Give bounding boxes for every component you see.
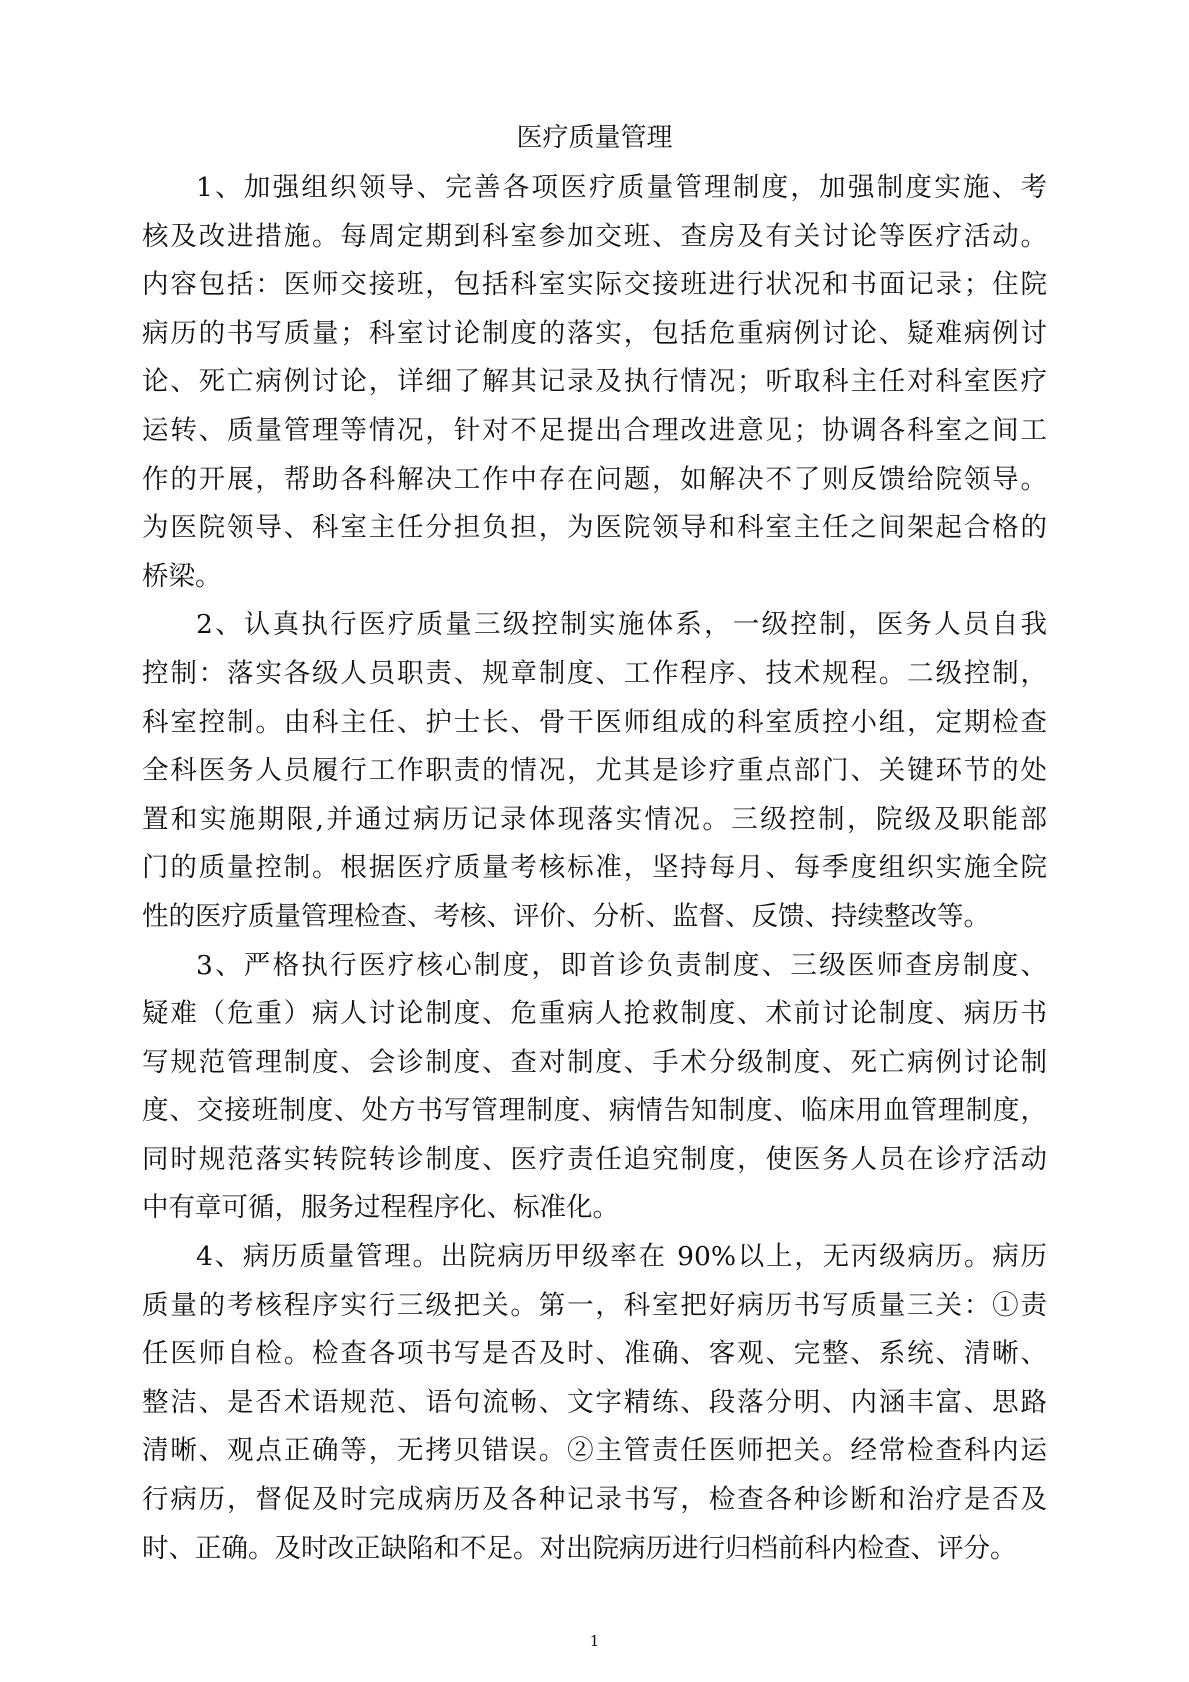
text-line: 运转、质量管理等情况，针对不足提出合理改进意见；协调各科室之间工 bbox=[142, 414, 1047, 446]
text-line: 行病历，督促及时完成病历及各种记录书写，检查各种诊断和治疗是否及 bbox=[142, 1484, 1047, 1516]
text-line: 桥梁。 bbox=[142, 560, 222, 592]
text-line: 门的质量控制。根据医疗质量考核标准，坚持每月、每季度组织实施全院 bbox=[142, 852, 1047, 884]
text-line: 写规范管理制度、会诊制度、查对制度、手术分级制度、死亡病例讨论制 bbox=[142, 1046, 1047, 1078]
text-line: 核及改进措施。每周定期到科室参加交班、查房及有关讨论等医疗活动。 bbox=[142, 220, 1047, 252]
paragraph-4 bbox=[142, 1237, 1047, 1577]
text-line: 性的医疗质量管理检查、考核、评价、分析、监督、反馈、持续整改等。 bbox=[142, 900, 990, 932]
text-line: 为医院领导、科室主任分担负担，为医院领导和科室主任之间架起合格的 bbox=[142, 512, 1047, 544]
text-line: 论、死亡病例讨论，详细了解其记录及执行情况；听取科主任对科室医疗 bbox=[142, 366, 1047, 398]
paragraph-3 bbox=[142, 946, 1047, 1238]
paragraph-2 bbox=[142, 605, 1047, 945]
text-line: 1、加强组织领导、完善各项医疗质量管理制度，加强制度实施、考 bbox=[196, 172, 1047, 203]
text-line: 整洁、是否术语规范、语句流畅、文字精练、段落分明、内涵丰富、思路 bbox=[142, 1386, 1047, 1418]
text-line: 度、交接班制度、处方书写管理制度、病情告知制度、临床用血管理制度， bbox=[142, 1095, 1047, 1127]
text-line: 2、认真执行医疗质量三级控制实施体系，一级控制，医务人员自我 bbox=[196, 609, 1047, 641]
text-line: 内容包括：医师交接班，包括科室实际交接班进行状况和书面记录；住院 bbox=[142, 269, 1047, 301]
text-line: 全科医务人员履行工作职责的情况，尤其是诊疗重点部门、关键环节的处 bbox=[142, 755, 1047, 787]
text-line: 同时规范落实转院转诊制度、医疗责任追究制度，使医务人员在诊疗活动 bbox=[142, 1143, 1047, 1175]
text-line: 病历的书写质量；科室讨论制度的落实，包括危重病例讨论、疑难病例讨 bbox=[142, 317, 1047, 349]
text-line: 时、正确。及时改正缺陷和不足。对出院病历进行归档前科内检查、评分。 bbox=[142, 1532, 1017, 1564]
paragraph-1 bbox=[142, 168, 1047, 605]
text-line: 任医师自检。检查各项书写是否及时、准确、客观、完整、系统、清晰、 bbox=[142, 1338, 1047, 1370]
text-line: 清晰、观点正确等，无拷贝错误。②主管责任医师把关。经常检查科内运 bbox=[142, 1435, 1047, 1467]
document-body bbox=[142, 168, 1047, 1577]
text-line: 3、严格执行医疗核心制度，即首诊负责制度、三级医师查房制度、 bbox=[196, 949, 1047, 981]
text-line: 中有章可循，服务过程程序化、标准化。 bbox=[142, 1192, 619, 1224]
text-line: 4、病历质量管理。出院病历甲级率在 90%以上，无丙级病历。病历 bbox=[196, 1241, 1047, 1273]
text-line: 科室控制。由科主任、护士长、骨干医师组成的科室质控小组，定期检查 bbox=[142, 706, 1047, 738]
text-line: 置和实施期限,并通过病历记录体现落实情况。三级控制，院级及职能部 bbox=[142, 803, 1047, 835]
page-number: 1 bbox=[589, 1632, 600, 1650]
text-line: 控制：落实各级人员职责、规章制度、工作程序、技术规程。二级控制， bbox=[142, 657, 1047, 689]
text-line: 疑难（危重）病人讨论制度、危重病人抢救制度、术前讨论制度、病历书 bbox=[142, 998, 1047, 1030]
text-line: 作的开展，帮助各科解决工作中存在问题，如解决不了则反馈给院领导。 bbox=[142, 463, 1047, 495]
document-title: 医疗质量管理 bbox=[516, 123, 673, 153]
text-line: 质量的考核程序实行三级把关。第一，科室把好病历书写质量三关：①责 bbox=[142, 1289, 1047, 1321]
